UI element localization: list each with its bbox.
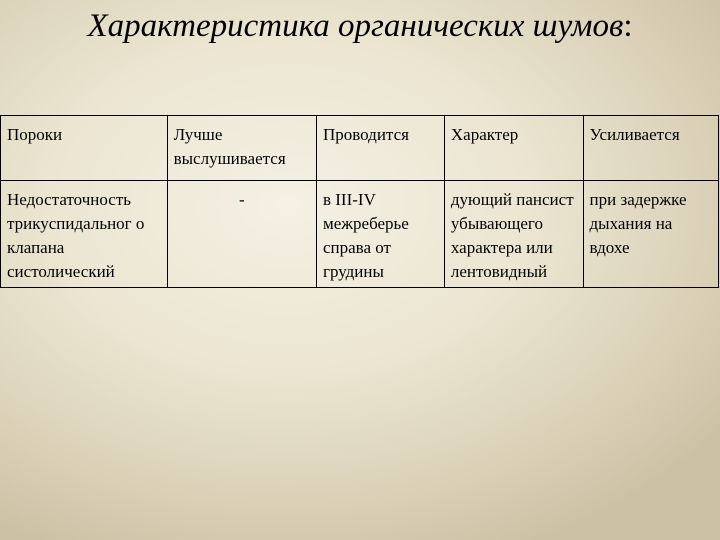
cell-conducted: в III-IV межреберье справа от грудины (316, 181, 444, 288)
cell-best-heard: - (167, 181, 316, 288)
slide-title-colon: : (623, 8, 633, 44)
header-cell-intensifies: Усиливается (583, 116, 718, 181)
cell-defect: Недостаточность трикуспидальног о клапана систолический (1, 181, 168, 288)
header-cell-character: Характер (444, 116, 583, 181)
header-cell-defects: Пороки (1, 116, 168, 181)
header-cell-best-heard: Лучше выслушивается (167, 116, 316, 181)
header-cell-conducted: Проводится (316, 116, 444, 181)
slide-title (0, 6, 720, 46)
slide-title-text: Характеристика органических шумов (87, 8, 624, 44)
table-row (1, 181, 719, 288)
table-header-row (1, 116, 719, 181)
cell-intensifies: при задержке дыхания на вдохе (583, 181, 718, 288)
murmur-characteristics-table (0, 115, 719, 288)
cell-character: дующий пансист убывающего характера или лентовидный (444, 181, 583, 288)
